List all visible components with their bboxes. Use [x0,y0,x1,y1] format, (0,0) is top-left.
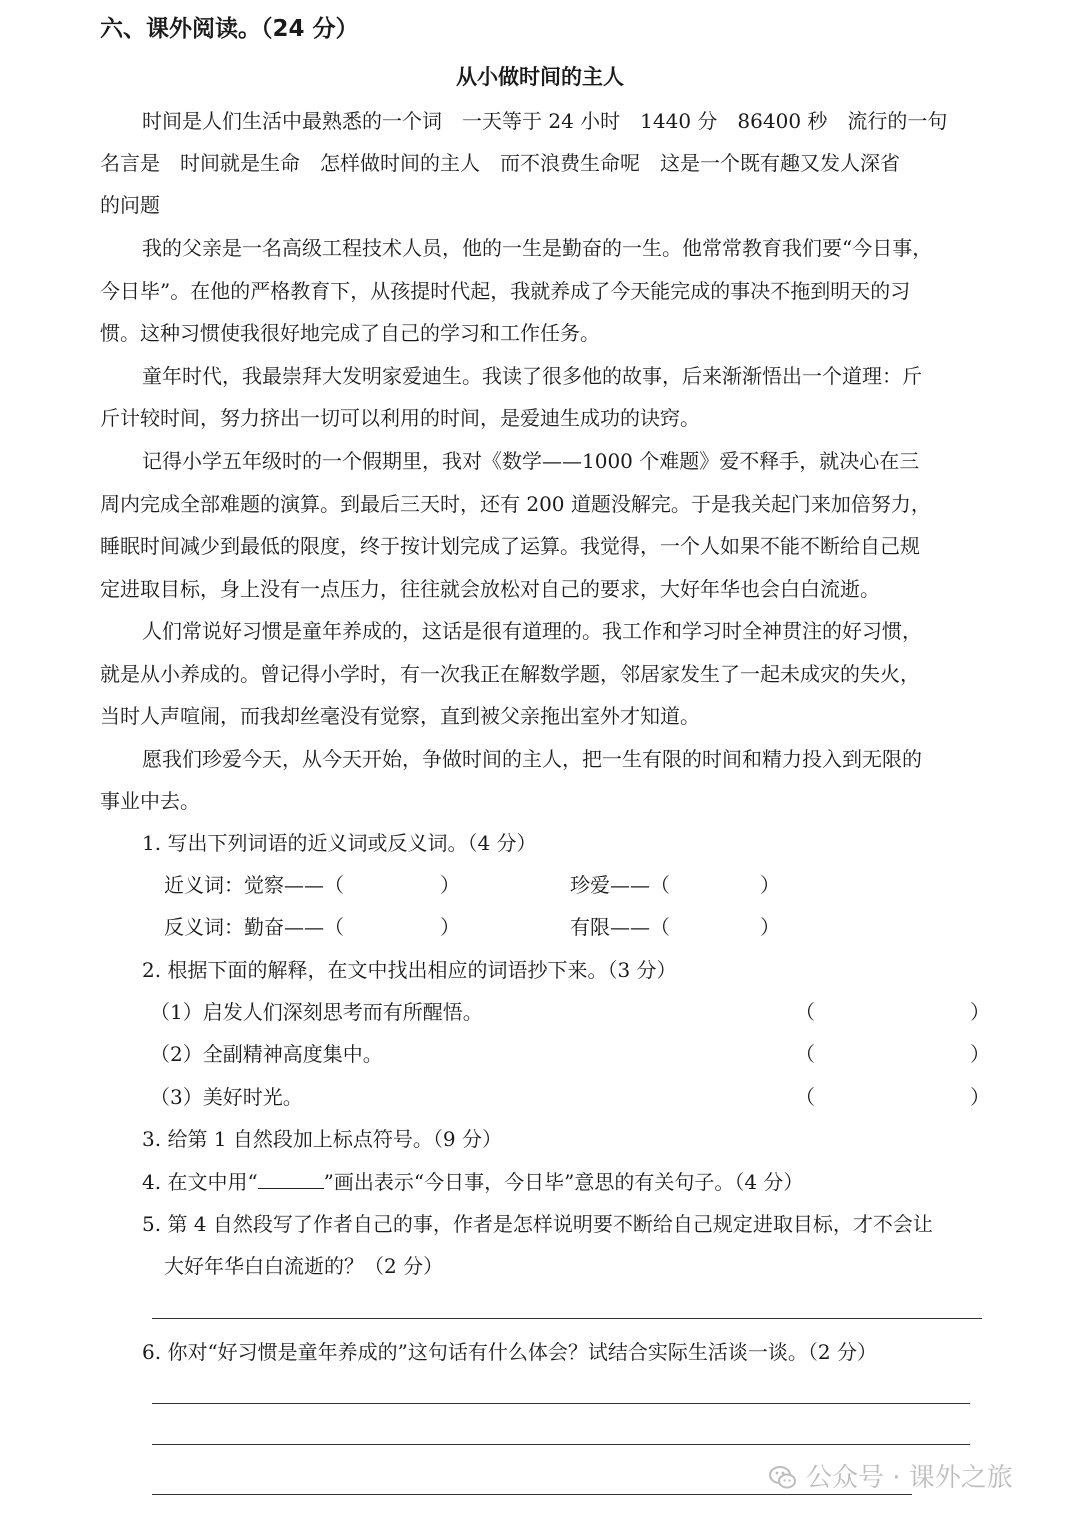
q1-synonym-a-close: ） [440,873,460,897]
passage-line: 斤计较时间，努力挤出一切可以利用的时间，是爱迪生成功的诀窍。 [100,406,700,430]
passage-line: 睡眠时间减少到最低的限度，终于按计划完成了运算。我觉得，一个人如果不能不断给自己规 [100,534,920,558]
watermark-text: 公众号 · 课外之旅 [806,1463,1013,1493]
passage-line: 当时人声喧闹，而我却丝毫没有觉察，直到被父亲拖出室外才知道。 [100,704,700,728]
passage-line: 周内完成全部难题的演算。到最后三天时，还有 200 道题没解完。于是我关起门来加倍努力， [100,492,931,516]
q4-suffix: ”画出表示“今日事，今日毕”意思的有关句子。（4 分） [323,1170,804,1194]
q1-synonym-a-label: 近义词：觉察——（ [164,873,344,897]
passage-line: 定进取目标，身上没有一点压力，往往就会放松对自己的要求，大好年华也会白白流逝。 [100,577,880,601]
q2-item-2-close: ） [970,1042,990,1066]
q1-antonym-b-close: ） [760,915,780,939]
passage-line: 人们常说好习惯是童年养成的，这话是很有道理的。我工作和学习时全神贯注的好习惯， [142,619,922,643]
passage-line: 就是从小养成的。曾记得小学时，有一次我正在解数学题，邻居家发生了一起未成灾的失火， [100,662,920,686]
passage-title: 从小做时间的主人 [456,65,624,89]
passage-line: 童年时代，我最崇拜大发明家爱迪生。我读了很多他的故事，后来渐渐悟出一个道理：斤 [142,364,922,388]
question-5-line-1: 5. 第 4 自然段写了作者自己的事，作者是怎样说明要不断给自己规定进取目标，才不会让 [142,1212,933,1236]
passage-line: 事业中去。 [100,789,200,813]
q1-antonym-b-label: 有限——（ [570,915,670,939]
q4-underline-sample [258,1170,324,1189]
q4-prefix: 4. 在文中用“ [142,1170,258,1194]
q2-item-1-open: （ [795,1000,815,1024]
q2-item-3: （3）美好时光。 [150,1085,303,1109]
q1-synonym-b-label: 珍爱——（ [570,873,670,897]
q6-answer-line-2[interactable] [152,1444,970,1445]
q2-item-3-open: （ [795,1085,815,1109]
passage-line: 惯。这种习惯使我很好地完成了自己的学习和工作任务。 [100,321,600,345]
q2-item-2-open: （ [795,1042,815,1066]
question-4 [142,1167,803,1197]
passage-line: 的问题 [100,193,160,217]
q1-antonym-a-close: ） [440,915,460,939]
section-heading: 六、课外阅读。（24 分） [100,16,359,42]
passage-line: 愿我们珍爱今天，从今天开始，争做时间的主人，把一生有限的时间和精力投入到无限的 [142,747,922,771]
q2-item-3-close: ） [970,1085,990,1109]
q5-answer-line[interactable] [152,1318,982,1319]
question-6: 6. 你对“好习惯是童年养成的”这句话有什么体会？试结合实际生活谈一谈。（2 分） [142,1340,877,1364]
question-1: 1. 写出下列词语的近义词或反义词。（4 分） [142,831,537,855]
q1-antonym-a-label: 反义词：勤奋——（ [164,915,344,939]
q2-item-2: （2）全副精神高度集中。 [150,1042,383,1066]
passage-line: 名言是 时间就是生命 怎样做时间的主人 而不浪费生命呢 这是一个既有趣又发人深省 [100,151,900,175]
q1-synonym-b-close: ） [760,873,780,897]
q6-answer-line-3[interactable] [152,1494,912,1495]
passage-line: 时间是人们生活中最熟悉的一个词 一天等于 24 小时 1440 分 86400 秒 流行的一句 [142,109,948,133]
passage-line: 我的父亲是一名高级工程技术人员，他的一生是勤奋的一生。他常常教育我们要“今日事， [142,236,933,260]
question-5-line-2: 大好年华白白流逝的？（2 分） [164,1254,444,1278]
passage-line: 记得小学五年级时的一个假期里，我对《数学——1000 个难题》爱不释手，就决心在三 [142,449,920,473]
wechat-icon [768,1463,798,1493]
passage-line: 今日毕”。在他的严格教育下，从孩提时代起，我就养成了今天能完成的事决不拖到明天的习 [100,279,911,303]
question-3: 3. 给第 1 自然段加上标点符号。（9 分） [142,1127,502,1151]
q2-item-1-close: ） [970,1000,990,1024]
q2-item-1: （1）启发人们深刻思考而有所醒悟。 [150,1000,483,1024]
question-2: 2. 根据下面的解释，在文中找出相应的词语抄下来。（3 分） [142,958,677,982]
q6-answer-line-1[interactable] [152,1403,970,1404]
